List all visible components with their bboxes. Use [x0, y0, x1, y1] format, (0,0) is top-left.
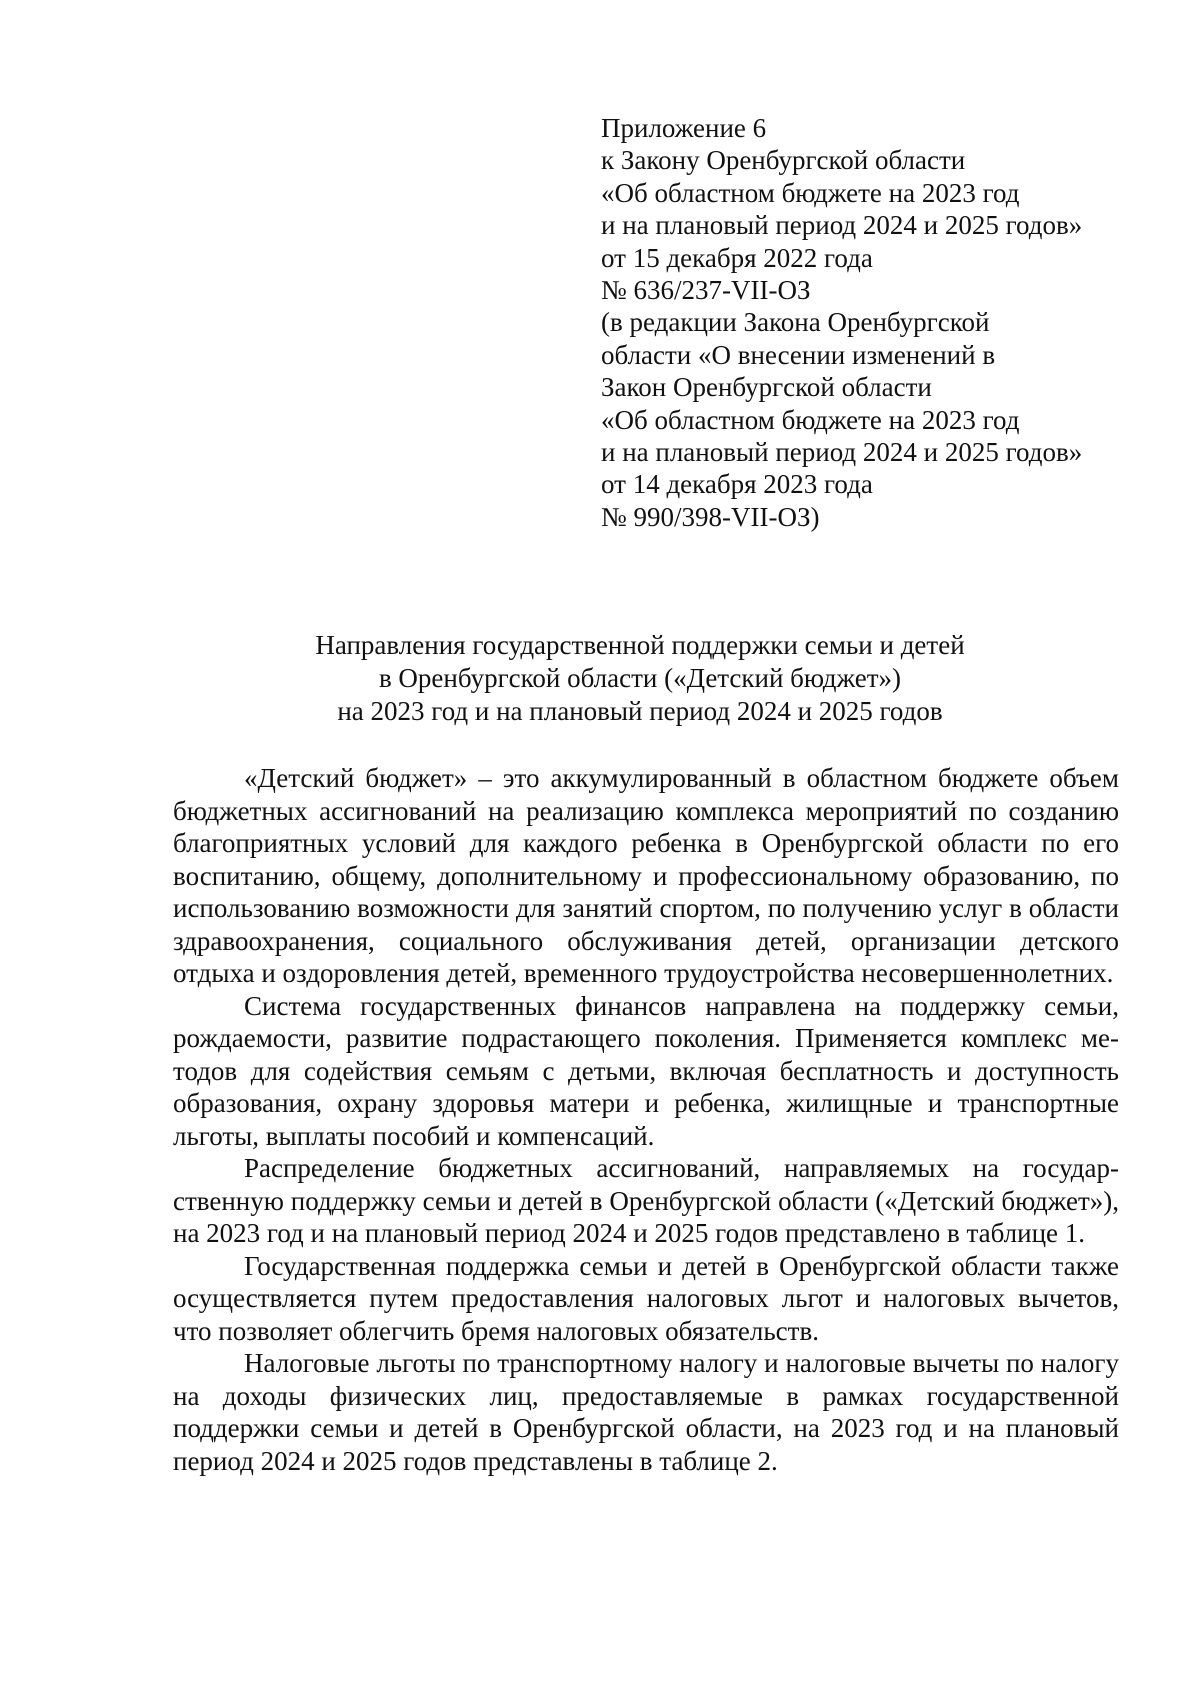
appendix-line: «Об областном бюджете на 2023 год — [601, 404, 1020, 435]
body-paragraph: «Детский бюджет» – это аккумулированный в областном бюджете объем бюджетных ассигнований на реализацию комплекса мероприятий по созданию благоприятных условий для каждого ребенка в Оренбургской области по его воспитанию, общему, дополнительному и профессиональному образованию, по использованию возможности для занятий спортом, по получению услуг в области здравоохранения, социального обслуживания детей, организации детского отдыха и оздоровления детей, временного трудоустройства несовершеннолетних. — [173, 763, 1119, 988]
title-line: в Оренбургской области («Детский бюджет») — [378, 663, 902, 693]
document-title — [160, 629, 1120, 728]
body-paragraph: Распределение бюджетных ассигнований, направляемых на государственную поддержку семьи и детей в Оренбургской области («Детский бюджет»), на 2023 год и на плановый период 2024 и 2025 годов представлено в таблице 1. — [173, 1153, 1119, 1248]
body-paragraph: Налоговые льготы по транспортному налогу и налоговые вычеты по налогу на доходы физических лиц, предоставляемые в рамках государственной поддержки семьи и детей в Оренбургской области, на 2023 год и на плановый период 2024 и 2025 годов представлены в таблице 2. — [173, 1348, 1119, 1476]
document-body — [173, 762, 1119, 1477]
appendix-line: «Об областном бюджете на 2023 год — [601, 177, 1020, 208]
appendix-line: № 990/398-VII-ОЗ) — [601, 501, 820, 532]
appendix-line: к Закону Оренбургской области — [601, 145, 966, 176]
appendix-line: и на плановый период 2024 и 2025 годов» — [601, 210, 1083, 241]
appendix-line: и на плановый период 2024 и 2025 годов» — [601, 437, 1083, 468]
appendix-header — [601, 112, 1161, 533]
appendix-line: от 15 декабря 2022 года — [601, 242, 873, 273]
appendix-line: от 14 декабря 2023 года — [601, 469, 873, 500]
appendix-line: № 636/237-VII-ОЗ — [601, 275, 811, 306]
body-paragraph: Система государственных финансов направлена на поддержку семьи, рождаемости, развитие подрастающего поколения. Применяется комплекс методов для содействия семьям с детьми, включая бесплатность и доступность образования, охрану здоровья матери и ребенка, жилищные и транспортные льготы, выплаты пособий и компенсаций. — [173, 990, 1119, 1151]
body-paragraph: Государственная поддержка семьи и детей в Оренбургской области также осуществляется путем предоставления налоговых льгот и налоговых вычетов, что позволяет облегчить бремя налоговых обязательств. — [173, 1250, 1119, 1346]
appendix-line: Приложение 6 — [601, 113, 767, 143]
appendix-line: Закон Оренбургской области — [601, 372, 932, 403]
title-line: на 2023 год и на плановый период 2024 и 2025 годов — [337, 696, 943, 726]
title-line: Направления государственной поддержки семьи и детей — [315, 630, 965, 660]
appendix-line: (в редакции Закона Оренбургской — [601, 307, 990, 338]
appendix-line: области «О внесении изменений в — [601, 339, 996, 370]
